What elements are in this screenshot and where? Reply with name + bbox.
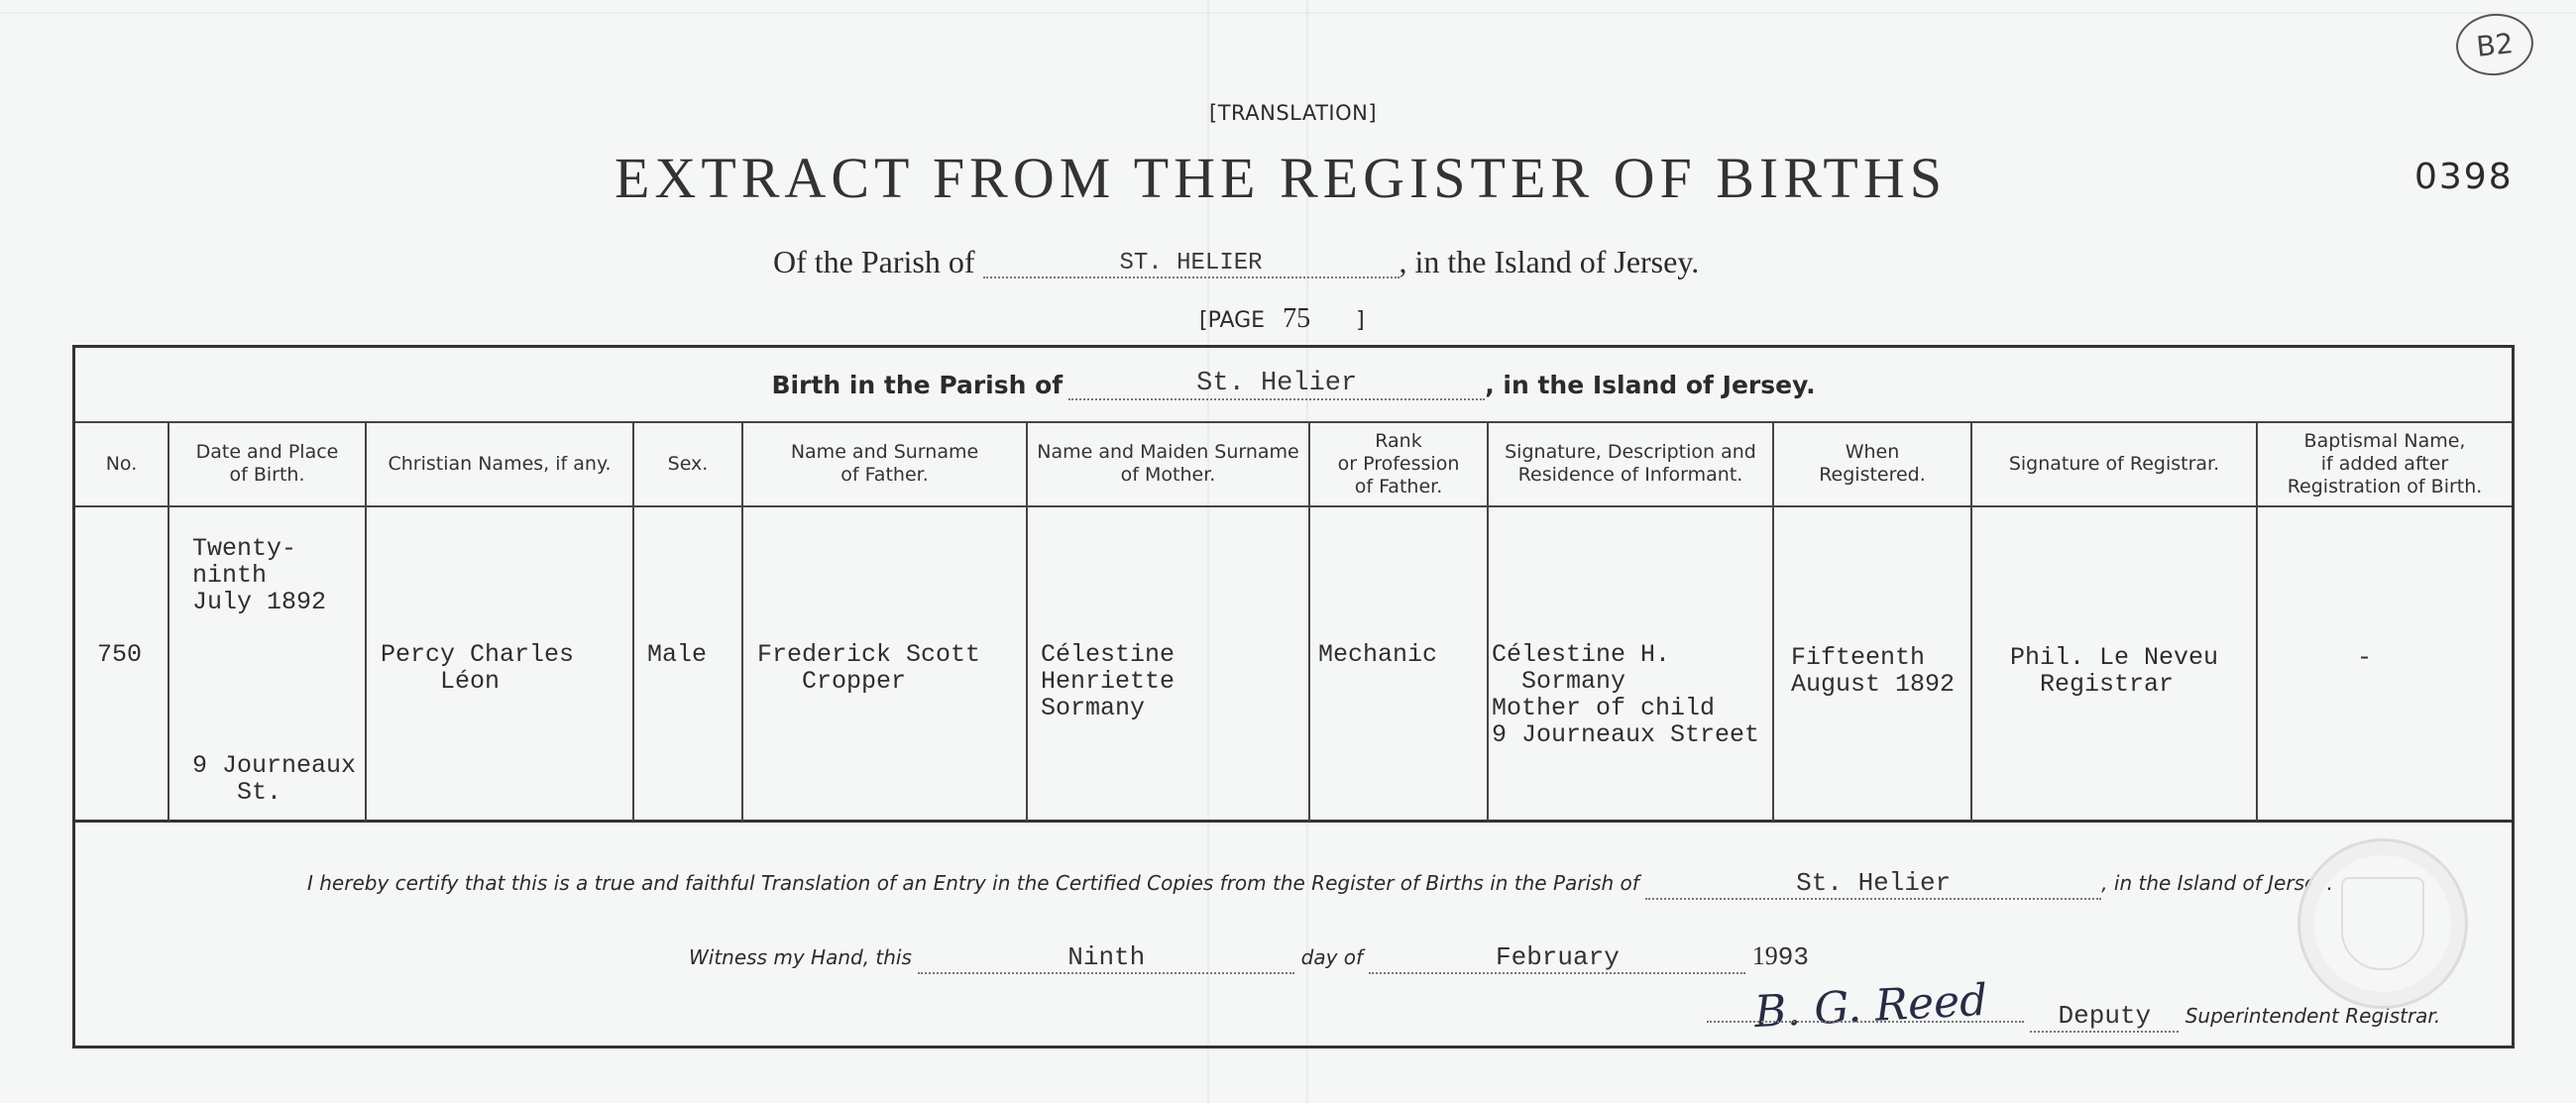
entry-baptismal-name: - [2357,643,2373,672]
birth-header-parish: St. Helier [1068,369,1485,400]
parish-line [773,244,1699,280]
registrar-seal [2297,838,2468,1009]
page-line [1199,303,1365,335]
translation-label: [TRANSLATION] [1209,101,1378,125]
entry-place-of-birth: 9 Journeaux St. [192,751,357,807]
witness-day-of: day of [1300,945,1364,969]
entry-number: 750 [97,640,143,669]
column-header-registrar: Signature of Registrar. [2008,452,2220,475]
birth-header-suffix: , in the Island of Jersey. [1485,370,1816,399]
entry-sex: Male [647,640,708,669]
column-header-mother: Name and Maiden Surname of Mother. [1037,441,1299,486]
entry-when-registered: Fifteenth August 1892 [1791,643,1956,699]
column-header-date-place: Date and Place of Birth. [195,441,339,486]
birth-header [75,348,2512,423]
witness-day: Ninth [918,942,1294,974]
witness-prefix: Witness my Hand, this [689,945,912,969]
column-header-baptismal: Baptismal Name, if added after Registration of Birth. [2287,429,2483,497]
column-header-no: No. [105,452,138,475]
parish-line-prefix: Of the Parish of [773,244,975,279]
certification-parish: St. Helier [1645,868,2101,900]
parish-line-suffix: , in the Island of Jersey. [1399,244,1700,279]
witness-year-prefix: 19 [1751,941,1778,970]
registrar-suffix: Superintendent Registrar. [2184,1004,2441,1028]
registrar-title: Deputy [2030,1001,2179,1033]
entry-date-of-birth: Twenty- ninth July 1892 [192,534,327,616]
certification-text: I hereby certify that this is a true and faithful Translation of an Entry in the Certified Copies from the Register of Births in the Parish of [307,871,1639,895]
entry-mother: Célestine Henriette Sormany [1041,640,1176,722]
header-divider [75,505,2512,507]
witness-year-suffix: 93 [1777,942,1809,972]
table-divider [72,820,2515,823]
page-line-suffix: ] [1356,308,1365,333]
parish-line-parish: ST. HELIER [983,250,1400,278]
column-header-profession: Rank or Profession of Father. [1337,429,1460,497]
column-header-christian-names: Christian Names, if any. [388,452,612,475]
entry-christian-names: Percy Charles Léon [381,640,575,696]
page-title: EXTRACT FROM THE REGISTER OF BIRTHS [615,146,1948,210]
paper-fold [0,12,2576,14]
entry-father: Frederick Scott Cropper [757,640,981,696]
entry-registrar: Phil. Le Neveu Registrar [2010,643,2219,699]
registrar-line [1707,1001,2440,1033]
column-header-registered: When Registered. [1819,441,1926,486]
entry-informant: Célestine H. Sormany Mother of child 9 Journeaux Street [1492,640,1760,749]
seal-crest-icon [2341,877,2424,970]
page-line-prefix: [PAGE [1199,308,1266,333]
registrar-signature: B. G. Reed [1752,974,1989,1039]
column-header-sex: Sex. [667,452,709,475]
column-header-informant: Signature, Description and Residence of Informant. [1505,441,1756,486]
column-header-father: Name and Surname of Father. [790,441,979,486]
birth-header-prefix: Birth in the Parish of [771,370,1064,399]
certification-line [307,868,2333,900]
signature-line [1707,1021,2024,1023]
certification-suffix: , in the Island of Jersey. [2101,871,2333,895]
corner-mark: B2 [2453,10,2536,79]
witness-line [689,941,1809,974]
document-number: 0398 [2414,157,2514,197]
page-number: 75 [1283,303,1311,334]
entry-father-profession: Mechanic [1318,640,1438,669]
witness-month: February [1369,942,1745,974]
